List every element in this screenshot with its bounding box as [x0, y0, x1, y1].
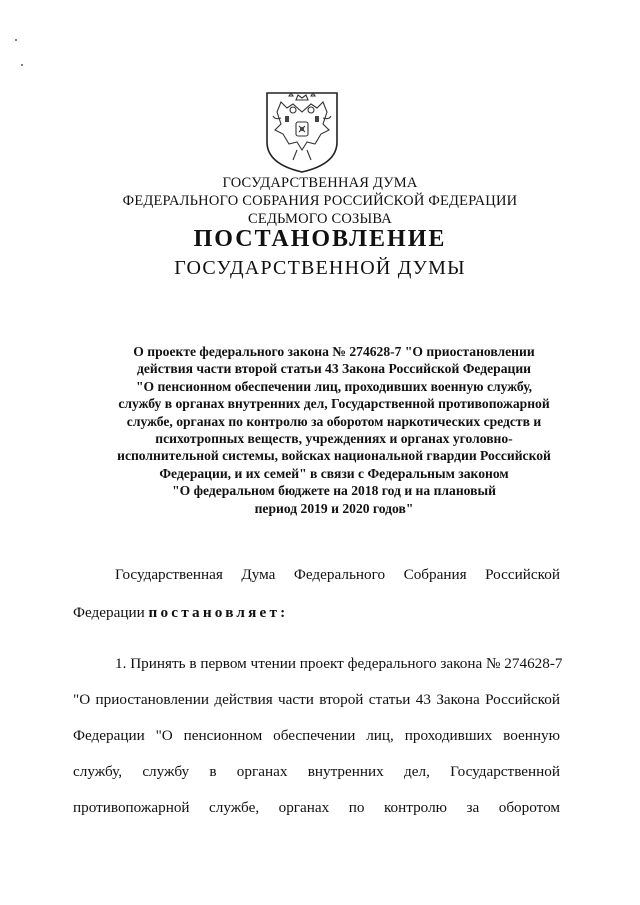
- scan-speck: [15, 39, 17, 41]
- subject-line: действия части второй статьи 43 Закона Российской Федерации: [136, 361, 532, 377]
- operative-verb: постановляет:: [148, 604, 289, 621]
- org-line-3: СЕДЬМОГО СОЗЫВА: [248, 211, 392, 227]
- document-type: ПОСТАНОВЛЕНИЕ: [193, 226, 447, 252]
- point-1-line-5: [73, 799, 560, 817]
- subject-line: психотропных веществ, учреждениях и органах уголовно-: [155, 431, 513, 447]
- subject-line: службу в органах внутренних дел, Государственной противопожарной: [118, 396, 550, 412]
- document-subtitle: ГОСУДАРСТВЕННОЙ ДУМЫ: [174, 257, 466, 279]
- coat-of-arms-icon: [263, 90, 341, 174]
- word: действия: [214, 691, 273, 708]
- word: "О: [155, 727, 173, 744]
- word: контролю: [383, 799, 448, 816]
- point-1-line-4: [73, 763, 560, 781]
- preamble-start: Федерации: [73, 604, 145, 621]
- org-line-2: ФЕДЕРАЛЬНОГО СОБРАНИЯ РОССИЙСКОЙ ФЕДЕРАЦИИ: [122, 193, 518, 209]
- point-1-line-2: [73, 691, 560, 709]
- subject-line: исполнительной системы, войсках национальной гвардии Российской: [117, 448, 551, 464]
- org-line-1: ГОСУДАРСТВЕННАЯ ДУМА: [222, 175, 418, 191]
- subject-line: "О пенсионном обеспечении лиц, проходивших военную службу,: [135, 378, 533, 394]
- word: внутренних: [307, 763, 384, 780]
- word: Собрания: [403, 566, 467, 583]
- preamble-line-1: [115, 566, 560, 584]
- word: второй: [319, 691, 364, 708]
- word: службе,: [209, 799, 260, 816]
- word: Дума: [241, 566, 276, 583]
- word: статьи: [368, 691, 411, 708]
- word: службу: [142, 763, 190, 780]
- word: Государственной: [450, 763, 560, 780]
- word: оборотом: [498, 799, 560, 816]
- word: Федерации: [73, 727, 145, 744]
- word: за: [466, 799, 480, 816]
- word: дел,: [404, 763, 430, 780]
- word: в: [209, 763, 217, 780]
- word: Российской: [485, 566, 560, 583]
- subject-line: период 2019 и 2020 годов": [254, 500, 414, 516]
- word: проходивших: [404, 727, 493, 744]
- scan-speck: [21, 64, 23, 66]
- subject-line: О проекте федерального закона № 274628-7 "О приостановлении: [133, 344, 535, 359]
- preamble-line-2: [73, 604, 288, 622]
- word: Российской: [485, 691, 560, 708]
- word: противопожарной: [73, 799, 190, 816]
- word: службу,: [73, 763, 123, 780]
- subject-line: службе, органах по контролю за оборотом наркотических средств и: [126, 413, 542, 429]
- word: Закона: [436, 691, 480, 708]
- word: Государственная: [115, 566, 223, 583]
- word: по: [348, 799, 365, 816]
- point-1-line-1: 1. Принять в первом чтении проект федерального закона № 274628-7: [115, 655, 563, 672]
- word: 43: [415, 691, 431, 708]
- subject-line: Федерации, и их семей" в связи с Федеральным законом: [159, 465, 509, 481]
- word: пенсионном: [183, 727, 263, 744]
- document-subject: [64, 343, 604, 517]
- word: приостановлении: [95, 691, 210, 708]
- word: "О: [73, 691, 91, 708]
- word: части: [278, 691, 314, 708]
- word: органах: [236, 763, 288, 780]
- word: обеспечении: [273, 727, 356, 744]
- word: Федерального: [293, 566, 386, 583]
- word: органах: [278, 799, 330, 816]
- issuing-body: [0, 174, 640, 228]
- point-1-line-3: [73, 727, 560, 745]
- word: лиц,: [366, 727, 394, 744]
- word: военную: [503, 727, 560, 744]
- subject-line: "О федеральном бюджете на 2018 год и на плановый: [172, 483, 496, 499]
